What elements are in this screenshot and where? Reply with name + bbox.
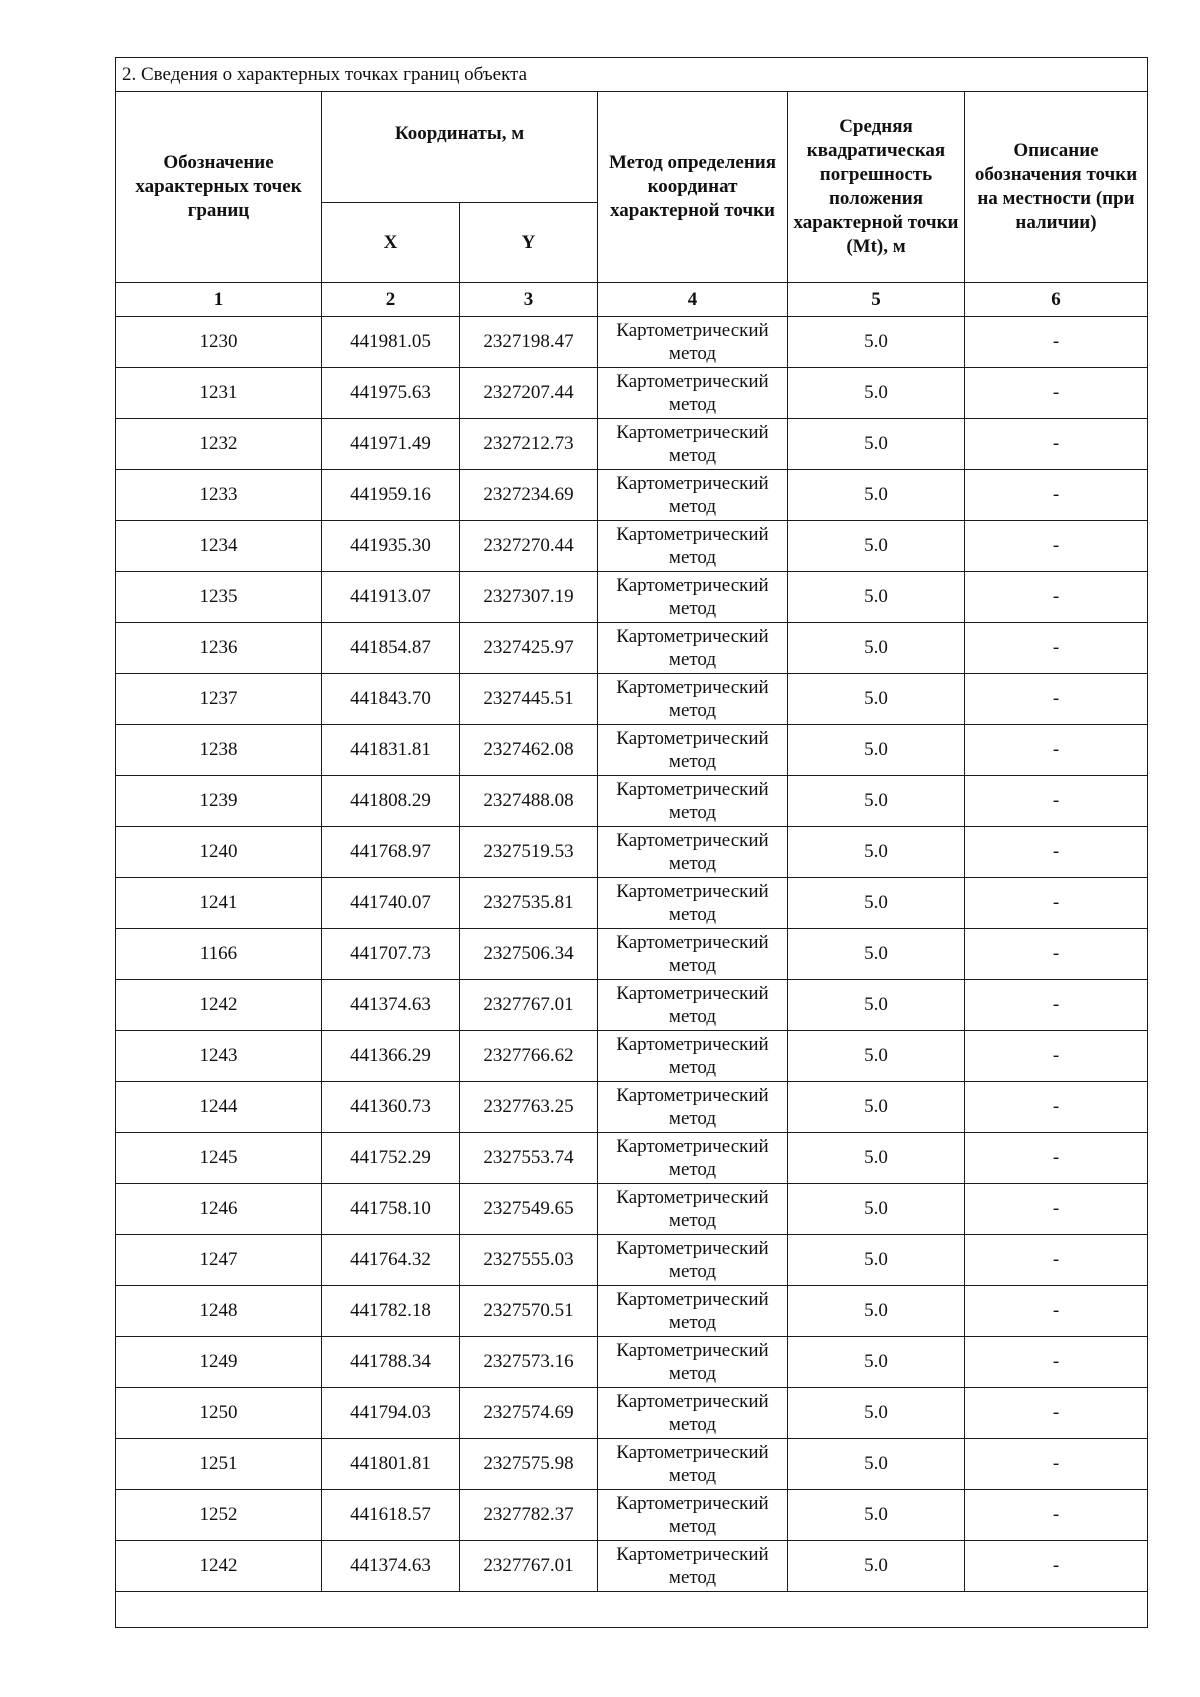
method-text-line1: Картометрический: [616, 473, 769, 494]
mt-error-cell: 5.0: [788, 470, 965, 521]
mt-error-cell: 5.0: [788, 776, 965, 827]
mt-error-cell: 5.0: [788, 572, 965, 623]
table-row: [116, 1286, 1148, 1337]
y-coordinate-cell: 2327570.51: [460, 1286, 598, 1337]
point-number-cell: 1235: [116, 572, 322, 623]
y-coordinate-cell: 2327519.53: [460, 827, 598, 878]
method-cell: [598, 980, 788, 1031]
table-row: [116, 572, 1148, 623]
mt-error-cell: 5.0: [788, 1286, 965, 1337]
table-row: [116, 470, 1148, 521]
method-cell: [598, 1439, 788, 1490]
x-coordinate-cell: 441913.07: [322, 572, 460, 623]
method-text-line1: Картометрический: [616, 1544, 769, 1565]
mt-error-cell: 5.0: [788, 878, 965, 929]
method-text-line1: Картометрический: [616, 320, 769, 341]
table-row: [116, 623, 1148, 674]
x-coordinate-cell: 441764.32: [322, 1235, 460, 1286]
x-coordinate-cell: 441740.07: [322, 878, 460, 929]
y-coordinate-cell: 2327767.01: [460, 1541, 598, 1592]
point-number-cell: 1249: [116, 1337, 322, 1388]
column-number: 5: [788, 283, 965, 317]
x-coordinate-cell: 441374.63: [322, 980, 460, 1031]
mt-error-cell: 5.0: [788, 929, 965, 980]
method-text-line2: метод: [668, 1159, 717, 1180]
method-cell: [598, 1133, 788, 1184]
method-text-line1: Картометрический: [616, 626, 769, 647]
method-text-line2: метод: [668, 1261, 717, 1282]
method-cell: [598, 776, 788, 827]
method-cell: [598, 1541, 788, 1592]
method-cell: [598, 827, 788, 878]
mt-error-cell: 5.0: [788, 1184, 965, 1235]
x-coordinate-cell: 441981.05: [322, 317, 460, 368]
x-coordinate-cell: 441618.57: [322, 1490, 460, 1541]
description-cell: -: [965, 776, 1148, 827]
method-text-line1: Картометрический: [616, 983, 769, 1004]
method-cell: [598, 572, 788, 623]
mt-error-cell: 5.0: [788, 1388, 965, 1439]
method-text-line1: Картометрический: [616, 728, 769, 749]
table-row: [116, 1541, 1148, 1592]
description-cell: -: [965, 1133, 1148, 1184]
point-number-cell: 1252: [116, 1490, 322, 1541]
description-cell: -: [965, 1031, 1148, 1082]
method-cell: [598, 521, 788, 572]
y-coordinate-cell: 2327425.97: [460, 623, 598, 674]
description-cell: -: [965, 1490, 1148, 1541]
description-cell: -: [965, 980, 1148, 1031]
table-row: [116, 674, 1148, 725]
method-cell: [598, 470, 788, 521]
mt-error-cell: 5.0: [788, 1439, 965, 1490]
y-coordinate-cell: 2327506.34: [460, 929, 598, 980]
point-number-cell: 1230: [116, 317, 322, 368]
column-number: 3: [460, 283, 598, 317]
method-text-line1: Картометрический: [616, 575, 769, 596]
point-number-cell: 1247: [116, 1235, 322, 1286]
table-row: [116, 1235, 1148, 1286]
description-cell: -: [965, 1337, 1148, 1388]
header-method: Метод определения координат характерной точки: [598, 92, 788, 283]
description-cell: -: [965, 1439, 1148, 1490]
y-coordinate-cell: 2327212.73: [460, 419, 598, 470]
x-coordinate-cell: 441707.73: [322, 929, 460, 980]
boundary-points-table: [115, 57, 1148, 1628]
method-text-line2: метод: [668, 955, 717, 976]
table-row: [116, 1388, 1148, 1439]
method-cell: [598, 623, 788, 674]
point-number-cell: 1234: [116, 521, 322, 572]
y-coordinate-cell: 2327575.98: [460, 1439, 598, 1490]
table-row: [116, 725, 1148, 776]
method-text-line2: метод: [668, 445, 717, 466]
section-title: 2. Сведения о характерных точках границ объекта: [116, 58, 1148, 92]
x-coordinate-cell: 441794.03: [322, 1388, 460, 1439]
mt-error-cell: 5.0: [788, 419, 965, 470]
x-coordinate-cell: 441971.49: [322, 419, 460, 470]
table-row: [116, 1439, 1148, 1490]
method-text-line2: метод: [668, 904, 717, 925]
table-row: [116, 368, 1148, 419]
method-cell: [598, 1337, 788, 1388]
description-cell: -: [965, 725, 1148, 776]
point-number-cell: 1240: [116, 827, 322, 878]
x-coordinate-cell: 441360.73: [322, 1082, 460, 1133]
table-row: [116, 827, 1148, 878]
method-text-line1: Картометрический: [616, 1085, 769, 1106]
x-coordinate-cell: 441752.29: [322, 1133, 460, 1184]
y-coordinate-cell: 2327198.47: [460, 317, 598, 368]
point-number-cell: 1248: [116, 1286, 322, 1337]
method-text-line2: метод: [668, 1567, 717, 1588]
mt-error-cell: 5.0: [788, 980, 965, 1031]
description-cell: -: [965, 470, 1148, 521]
method-text-line1: Картометрический: [616, 1340, 769, 1361]
method-text-line2: метод: [668, 1312, 717, 1333]
description-cell: -: [965, 1388, 1148, 1439]
point-number-cell: 1241: [116, 878, 322, 929]
method-text-line2: метод: [668, 1414, 717, 1435]
method-text-line2: метод: [668, 343, 717, 364]
x-coordinate-cell: 441801.81: [322, 1439, 460, 1490]
y-coordinate-cell: 2327445.51: [460, 674, 598, 725]
mt-error-cell: 5.0: [788, 1082, 965, 1133]
point-number-cell: 1244: [116, 1082, 322, 1133]
table-row: [116, 1337, 1148, 1388]
table-row: [116, 1082, 1148, 1133]
point-number-cell: 1245: [116, 1133, 322, 1184]
method-cell: [598, 1184, 788, 1235]
x-coordinate-cell: 441366.29: [322, 1031, 460, 1082]
x-coordinate-cell: 441768.97: [322, 827, 460, 878]
description-cell: -: [965, 827, 1148, 878]
method-cell: [598, 929, 788, 980]
description-cell: -: [965, 1286, 1148, 1337]
x-coordinate-cell: 441935.30: [322, 521, 460, 572]
x-coordinate-cell: 441843.70: [322, 674, 460, 725]
mt-error-cell: 5.0: [788, 725, 965, 776]
point-number-cell: 1238: [116, 725, 322, 776]
x-coordinate-cell: 441831.81: [322, 725, 460, 776]
x-coordinate-cell: 441758.10: [322, 1184, 460, 1235]
table-row: [116, 776, 1148, 827]
y-coordinate-cell: 2327573.16: [460, 1337, 598, 1388]
method-text-line1: Картометрический: [616, 881, 769, 902]
x-coordinate-cell: 441374.63: [322, 1541, 460, 1592]
header-description: Описание обозначения точки на местности (при наличии): [965, 92, 1148, 283]
description-cell: -: [965, 1184, 1148, 1235]
table-row: [116, 1490, 1148, 1541]
method-text-line1: Картометрический: [616, 1136, 769, 1157]
mt-error-cell: 5.0: [788, 674, 965, 725]
method-text-line1: Картометрический: [616, 830, 769, 851]
description-cell: -: [965, 317, 1148, 368]
method-text-line2: метод: [668, 496, 717, 517]
method-text-line2: метод: [668, 649, 717, 670]
x-coordinate-cell: 441788.34: [322, 1337, 460, 1388]
mt-error-cell: 5.0: [788, 1541, 965, 1592]
description-cell: -: [965, 1541, 1148, 1592]
column-number: 1: [116, 283, 322, 317]
method-text-line2: метод: [668, 1108, 717, 1129]
table-footer-blank-row: [116, 1592, 1148, 1628]
mt-error-cell: 5.0: [788, 1337, 965, 1388]
point-number-cell: 1232: [116, 419, 322, 470]
point-number-cell: 1239: [116, 776, 322, 827]
method-text-line1: Картометрический: [616, 1493, 769, 1514]
mt-error-cell: 5.0: [788, 827, 965, 878]
method-cell: [598, 1031, 788, 1082]
y-coordinate-cell: 2327462.08: [460, 725, 598, 776]
x-coordinate-cell: 441854.87: [322, 623, 460, 674]
method-text-line1: Картометрический: [616, 1034, 769, 1055]
method-text-line2: метод: [668, 700, 717, 721]
table-row: [116, 419, 1148, 470]
y-coordinate-cell: 2327555.03: [460, 1235, 598, 1286]
point-number-cell: 1246: [116, 1184, 322, 1235]
point-number-cell: 1231: [116, 368, 322, 419]
table-row: [116, 980, 1148, 1031]
table-row: [116, 317, 1148, 368]
x-coordinate-cell: 441782.18: [322, 1286, 460, 1337]
method-text-line1: Картометрический: [616, 779, 769, 800]
x-coordinate-cell: 441808.29: [322, 776, 460, 827]
point-number-cell: 1236: [116, 623, 322, 674]
y-coordinate-cell: 2327207.44: [460, 368, 598, 419]
method-text-line1: Картометрический: [616, 932, 769, 953]
y-coordinate-cell: 2327782.37: [460, 1490, 598, 1541]
method-cell: [598, 1286, 788, 1337]
method-cell: [598, 419, 788, 470]
header-error: Средняя квадратическая погрешность положения характерной точки (Mt), м: [788, 92, 965, 283]
table-row: [116, 929, 1148, 980]
mt-error-cell: 5.0: [788, 317, 965, 368]
method-cell: [598, 878, 788, 929]
method-cell: [598, 1490, 788, 1541]
header-x: X: [322, 203, 460, 283]
point-number-cell: 1243: [116, 1031, 322, 1082]
method-cell: [598, 368, 788, 419]
mt-error-cell: 5.0: [788, 1235, 965, 1286]
description-cell: -: [965, 623, 1148, 674]
table-row: [116, 878, 1148, 929]
method-text-line2: метод: [668, 802, 717, 823]
header-coordinates: Координаты, м: [322, 92, 598, 203]
method-text-line1: Картометрический: [616, 524, 769, 545]
point-number-cell: 1166: [116, 929, 322, 980]
method-text-line2: метод: [668, 1006, 717, 1027]
description-cell: -: [965, 929, 1148, 980]
y-coordinate-cell: 2327488.08: [460, 776, 598, 827]
method-text-line1: Картометрический: [616, 1289, 769, 1310]
method-text-line2: метод: [668, 1210, 717, 1231]
description-cell: -: [965, 368, 1148, 419]
mt-error-cell: 5.0: [788, 368, 965, 419]
column-number: 2: [322, 283, 460, 317]
point-number-cell: 1237: [116, 674, 322, 725]
method-text-line1: Картометрический: [616, 1187, 769, 1208]
column-number: 4: [598, 283, 788, 317]
description-cell: -: [965, 878, 1148, 929]
method-cell: [598, 317, 788, 368]
description-cell: -: [965, 1235, 1148, 1286]
y-coordinate-cell: 2327574.69: [460, 1388, 598, 1439]
blank-cell: [116, 1592, 1148, 1628]
method-text-line1: Картометрический: [616, 1238, 769, 1259]
method-text-line2: метод: [668, 1465, 717, 1486]
mt-error-cell: 5.0: [788, 1490, 965, 1541]
table-row: [116, 1184, 1148, 1235]
method-text-line1: Картометрический: [616, 371, 769, 392]
header-y: Y: [460, 203, 598, 283]
point-number-cell: 1242: [116, 980, 322, 1031]
method-text-line2: метод: [668, 853, 717, 874]
x-coordinate-cell: 441975.63: [322, 368, 460, 419]
y-coordinate-cell: 2327553.74: [460, 1133, 598, 1184]
description-cell: -: [965, 572, 1148, 623]
y-coordinate-cell: 2327763.25: [460, 1082, 598, 1133]
method-text-line2: метод: [668, 394, 717, 415]
description-cell: -: [965, 674, 1148, 725]
column-number: 6: [965, 283, 1148, 317]
method-cell: [598, 1235, 788, 1286]
method-text-line2: метод: [668, 1057, 717, 1078]
method-text-line1: Картометрический: [616, 677, 769, 698]
method-text-line1: Картометрический: [616, 422, 769, 443]
y-coordinate-cell: 2327234.69: [460, 470, 598, 521]
method-cell: [598, 1388, 788, 1439]
method-cell: [598, 725, 788, 776]
method-text-line2: метод: [668, 1516, 717, 1537]
method-text-line2: метод: [668, 1363, 717, 1384]
point-number-cell: 1250: [116, 1388, 322, 1439]
method-text-line2: метод: [668, 751, 717, 772]
method-text-line1: Картометрический: [616, 1442, 769, 1463]
method-cell: [598, 674, 788, 725]
y-coordinate-cell: 2327549.65: [460, 1184, 598, 1235]
table-row: [116, 1133, 1148, 1184]
method-cell: [598, 1082, 788, 1133]
method-text-line2: метод: [668, 547, 717, 568]
description-cell: -: [965, 1082, 1148, 1133]
point-number-cell: 1251: [116, 1439, 322, 1490]
point-number-cell: 1242: [116, 1541, 322, 1592]
x-coordinate-cell: 441959.16: [322, 470, 460, 521]
header-designation: Обозначение характерных точек границ: [116, 92, 322, 283]
method-text-line1: Картометрический: [616, 1391, 769, 1412]
point-number-cell: 1233: [116, 470, 322, 521]
mt-error-cell: 5.0: [788, 623, 965, 674]
description-cell: -: [965, 521, 1148, 572]
y-coordinate-cell: 2327767.01: [460, 980, 598, 1031]
mt-error-cell: 5.0: [788, 1133, 965, 1184]
table-row: [116, 1031, 1148, 1082]
method-text-line2: метод: [668, 598, 717, 619]
description-cell: -: [965, 419, 1148, 470]
table-row: [116, 521, 1148, 572]
y-coordinate-cell: 2327307.19: [460, 572, 598, 623]
y-coordinate-cell: 2327766.62: [460, 1031, 598, 1082]
mt-error-cell: 5.0: [788, 521, 965, 572]
column-number-row: [116, 283, 1148, 317]
y-coordinate-cell: 2327270.44: [460, 521, 598, 572]
y-coordinate-cell: 2327535.81: [460, 878, 598, 929]
mt-error-cell: 5.0: [788, 1031, 965, 1082]
